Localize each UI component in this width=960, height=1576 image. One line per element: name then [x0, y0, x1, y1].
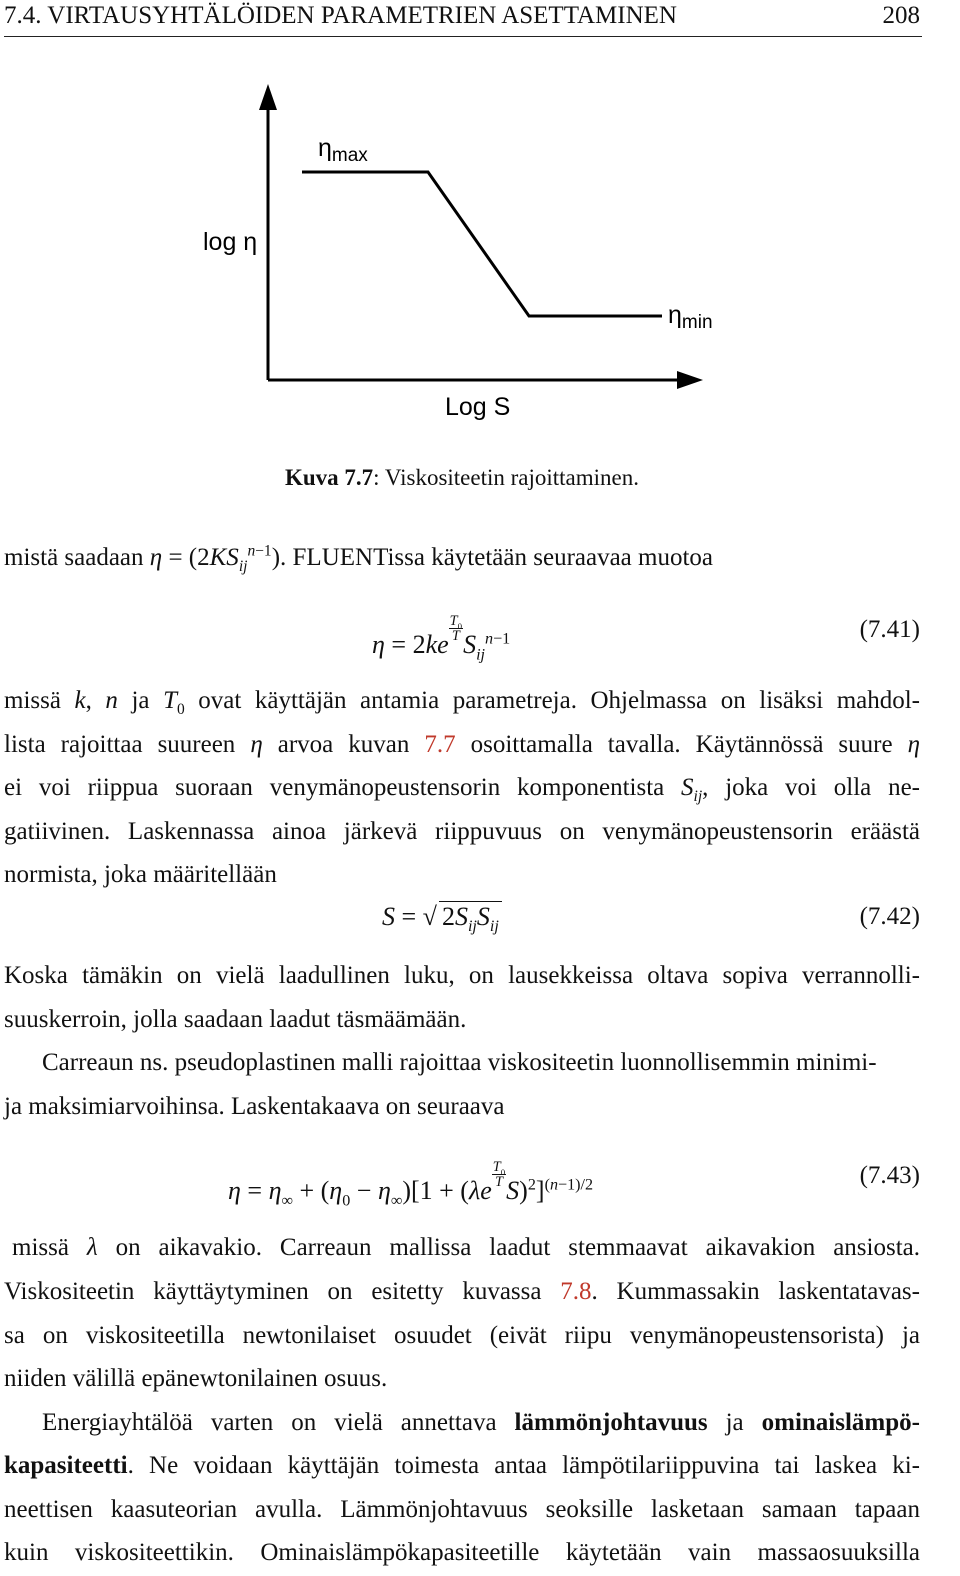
equation-number: (7.43): [859, 1162, 920, 1189]
viscosity-limit-diagram: [0, 60, 960, 440]
paragraph-line: ei voi riippua suoraan venymänopeustensorin komponentista $S_{ij}$, joka voi olla ne-: [4, 774, 920, 805]
x-axis-label: Log S: [445, 393, 511, 421]
equation-7-42: S = √ $2S_{ij}S_{ij}$: [382, 901, 502, 932]
caption-label: Kuva 7.7: [284, 465, 374, 490]
x-axis-arrowhead: [677, 371, 703, 389]
paragraph-line: niiden välillä epänewtonilainen osuus.: [4, 1365, 388, 1392]
figure-reference-link[interactable]: 7.7: [424, 731, 456, 758]
paragraph-line: sa on viskositeetilla newtonilaiset osuudet (eivät riipu venymänopeustensorista) ja: [4, 1322, 920, 1349]
paragraph-line: neettisen kaasuteorian avulla. Lämmönjohtavuus seoksille lasketaan samaan tapaan: [4, 1496, 920, 1523]
equation-number: (7.41): [859, 616, 920, 643]
caption-text: : Viskositeetin rajoittaminen.: [373, 465, 640, 490]
y-axis-arrowhead: [259, 84, 277, 110]
equation-7-43: $\eta = \eta_\infty + (\eta_0 - \eta_\infty)[1 + (\lambda e$ $\frac{T_0}{T}$ S)$^2$]$^{(n-1)/2}$: [228, 1159, 594, 1210]
y-axis-label: log η: [203, 228, 258, 256]
eta-max-label: $\eta_{max}$: [318, 134, 368, 166]
paragraph-line: kuin viskositeettikin. Ominaislämpökapasiteetille käytetään vain massaosuuksilla: [4, 1539, 920, 1566]
inline-math: η: [149, 544, 163, 571]
paragraph-line: Energiayhtälöä varten on vielä annettava lämmönjohtavuus ja ominaislämpö-: [42, 1409, 920, 1436]
paragraph-line: Carreaun ns. pseudoplastinen malli rajoittaa viskositeetin luonnollisemmin minimi-: [42, 1049, 877, 1076]
paragraph-line: normista, joka määritellään: [4, 861, 277, 888]
paragraph-line: lista rajoittaa suureen η arvoa kuvan 7.7 osoittamalla tavalla. Käytännössä suure η: [4, 731, 920, 758]
figure-reference-link[interactable]: 7.8: [560, 1278, 592, 1305]
viscosity-curve: [302, 172, 662, 316]
paragraph-line: suuskerroin, jolla saadaan laadut täsmäämään.: [4, 1006, 467, 1033]
page-number: 208: [882, 2, 920, 29]
paragraph-line: missä λ on aikavakio. Carreaun mallissa laadut stemmaavat aikavakion ansiosta.: [12, 1234, 920, 1261]
eta-min-label: $\eta_{min}$: [668, 301, 713, 333]
paragraph-line: missä k, n ja $T_0$ ovat käyttäjän antamia parametreja. Ohjelmassa on lisäksi mahdol-: [4, 687, 921, 718]
paragraph-line: mistä saadaan $\eta = (2KS_{ij}^{n-1})$. FLUENTissa käytetään seuraavaa muotoa: [4, 542, 714, 575]
running-header: [4, 2, 922, 37]
equation-number: (7.42): [859, 903, 920, 930]
equation-7-41: η = 2ke $\frac{T_0}{T}$ $S_{ij}^{n-1}$: [372, 613, 511, 664]
figure-caption: [0, 465, 924, 491]
paragraph-line: kapasiteetti. Ne voidaan käyttäjän toimesta antaa lämpötilariippuvina tai laskea ki-: [4, 1452, 920, 1479]
paragraph-line: ja maksimiarvoihinsa. Laskentakaava on seuraava: [4, 1093, 505, 1120]
section-title: 7.4. VIRTAUSYHTÄLÖIDEN PARAMETRIEN ASETTAMINEN: [4, 2, 677, 29]
paragraph-line: gatiivinen. Laskennassa ainoa järkevä riippuvuus on venymänopeustensorin eräästä: [4, 818, 920, 845]
paragraph-line: Koska tämäkin on vielä laadullinen luku, on lausekkeissa oltava sopiva verrannolli-: [4, 962, 920, 989]
paragraph-line: Viskositeetin käyttäytyminen on esitetty kuvassa 7.8. Kummassakin laskentatavas-: [4, 1278, 920, 1305]
